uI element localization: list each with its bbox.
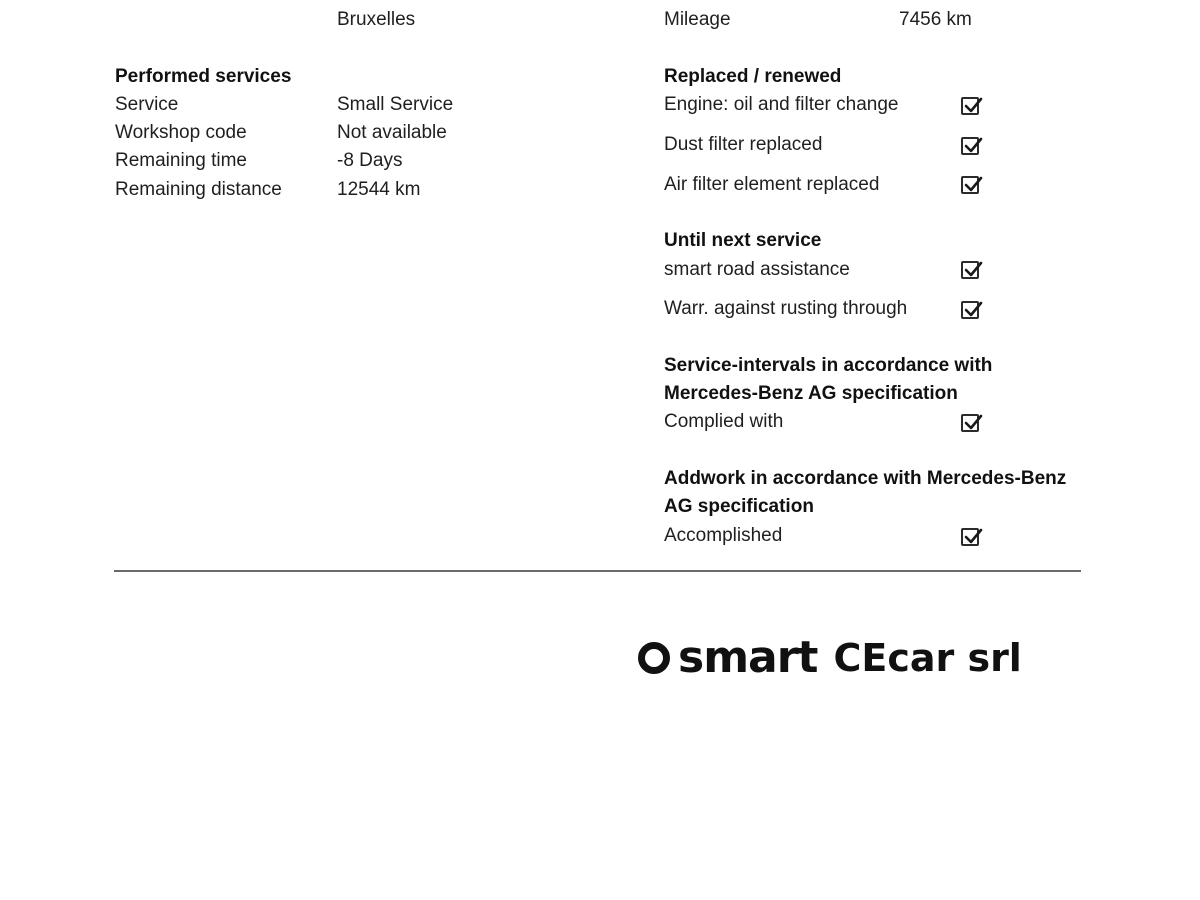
until-next-service-heading: Until next service (664, 230, 822, 251)
check-icon (962, 175, 983, 195)
workshop-code-label: Workshop code (115, 122, 247, 143)
remaining-distance-label: Remaining distance (115, 179, 282, 200)
clipped-previous-line-right (664, 0, 804, 6)
addwork-heading-line1: Addwork in accordance with Mercedes-Benz (664, 468, 1067, 489)
addwork-heading-line2: AG specification (664, 496, 814, 517)
dealer-stamp (638, 630, 1022, 686)
performed-services-heading: Performed services (115, 66, 292, 87)
check-icon (962, 413, 983, 433)
smart-logo-icon (638, 642, 670, 674)
complied-with-checkbox (961, 414, 979, 432)
check-icon (962, 527, 983, 547)
section-divider (114, 570, 1081, 572)
road-assistance-label: smart road assistance (664, 259, 850, 280)
workshop-code-value: Not available (337, 122, 447, 143)
dust-filter-label: Dust filter replaced (664, 134, 823, 155)
road-assistance-checkbox (961, 261, 979, 279)
dealer-name: CEcar srl (833, 636, 1022, 680)
clipped-previous-line-left (337, 0, 583, 6)
service-value: Small Service (337, 94, 454, 115)
rust-warranty-checkbox (961, 301, 979, 319)
engine-oil-filter-label: Engine: oil and filter change (664, 94, 899, 115)
air-filter-label: Air filter element replaced (664, 174, 880, 195)
city-value: Bruxelles (337, 9, 416, 30)
check-icon (962, 96, 983, 116)
complied-with-label: Complied with (664, 411, 784, 432)
service-label: Service (115, 94, 179, 115)
engine-oil-filter-checkbox (961, 97, 979, 115)
service-intervals-heading-line2: Mercedes-Benz AG specification (664, 383, 958, 404)
remaining-time-label: Remaining time (115, 150, 247, 171)
mileage-value: 7456 km (899, 9, 972, 30)
accomplished-label: Accomplished (664, 525, 783, 546)
check-icon (962, 136, 983, 156)
rust-warranty-label: Warr. against rusting through (664, 298, 908, 319)
dust-filter-checkbox (961, 137, 979, 155)
remaining-distance-value: 12544 km (337, 179, 421, 200)
air-filter-checkbox (961, 176, 979, 194)
mileage-label: Mileage (664, 9, 731, 30)
service-intervals-heading-line1: Service-intervals in accordance with (664, 355, 993, 376)
remaining-time-value: -8 Days (337, 150, 403, 171)
check-icon (962, 300, 983, 320)
replaced-renewed-heading: Replaced / renewed (664, 66, 842, 87)
check-icon (962, 260, 983, 280)
accomplished-checkbox (961, 528, 979, 546)
smart-brand-text: smart (678, 632, 818, 683)
